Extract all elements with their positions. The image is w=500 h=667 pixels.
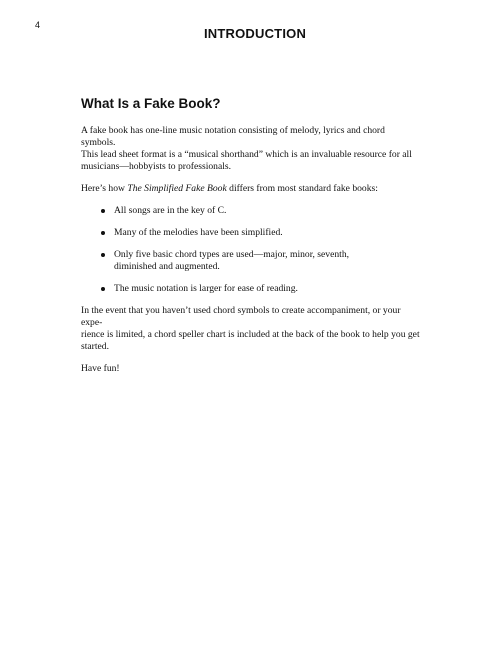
closing-line: Have fun! bbox=[81, 363, 120, 374]
list-item bbox=[101, 249, 421, 273]
bullet-icon bbox=[101, 209, 105, 213]
paragraph-line: started. bbox=[81, 341, 109, 352]
paragraph-line: A fake book has one-line music notation consisting of melody, lyrics and chord symbols. bbox=[81, 125, 385, 148]
bullet-icon bbox=[101, 253, 105, 257]
bullet-icon bbox=[101, 287, 105, 291]
paragraph-text: differs from most standard fake books: bbox=[226, 183, 378, 194]
intro-paragraph bbox=[81, 125, 421, 173]
bullet-icon bbox=[101, 231, 105, 235]
document-body bbox=[81, 96, 421, 385]
list-item-text: The music notation is larger for ease of reading. bbox=[114, 283, 298, 294]
differences-intro-paragraph bbox=[81, 183, 421, 195]
list-item bbox=[101, 283, 421, 295]
list-item bbox=[101, 205, 421, 217]
book-title: The Simplified Fake Book bbox=[127, 183, 227, 194]
paragraph-line: In the event that you haven’t used chord symbols to create accompaniment, or your expe- bbox=[81, 305, 401, 328]
page-title: INTRODUCTION bbox=[203, 26, 307, 41]
list-item-text: All songs are in the key of C. bbox=[114, 205, 227, 216]
list-item-text: Only five basic chord types are used—major, minor, seventh, bbox=[114, 249, 350, 260]
paragraph-line: rience is limited, a chord speller chart is included at the back of the book to help you get bbox=[81, 329, 420, 340]
list-item-text: Many of the melodies have been simplified. bbox=[114, 227, 283, 238]
differences-list bbox=[81, 205, 421, 295]
list-item bbox=[101, 227, 421, 239]
paragraph-line: This lead sheet format is a “musical shorthand” which is an invaluable resource for all bbox=[81, 149, 412, 160]
list-item-text: diminished and augmented. bbox=[114, 261, 220, 272]
chord-speller-paragraph bbox=[81, 305, 421, 353]
page-number: 4 bbox=[35, 20, 41, 30]
paragraph-line: musicians—hobbyists to professionals. bbox=[81, 161, 232, 172]
paragraph-text: Here’s how bbox=[81, 183, 128, 194]
section-heading: What Is a Fake Book? bbox=[81, 96, 221, 111]
